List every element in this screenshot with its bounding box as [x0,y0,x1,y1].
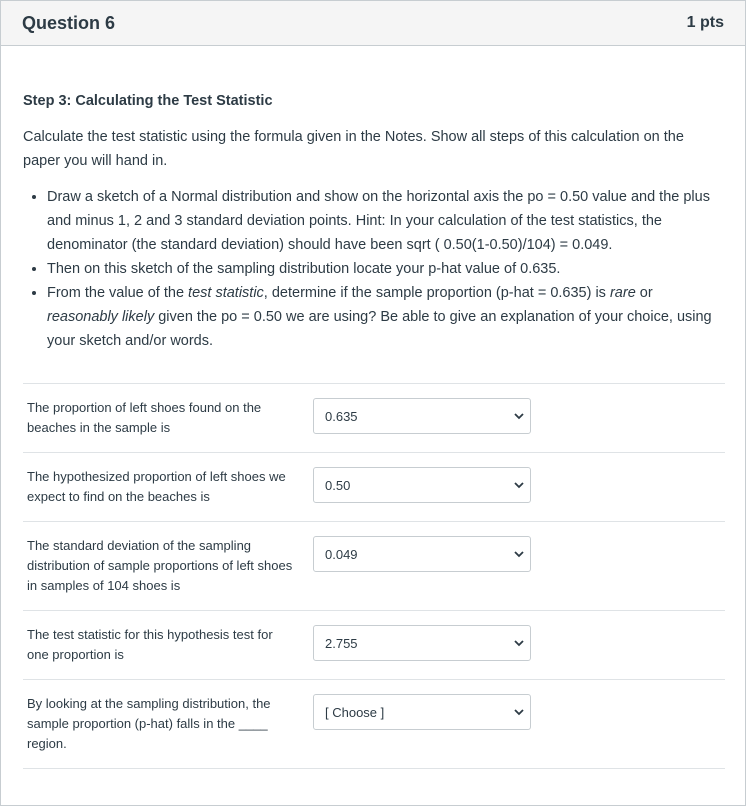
emphasis-text: reasonably likely [47,309,155,325]
text-fragment: or [635,285,653,301]
answer-row [23,680,725,769]
instruction-item [47,281,723,353]
answer-select[interactable] [313,398,531,434]
answer-label: The proportion of left shoes found on the beaches in the sample is [27,400,262,435]
answer-row [23,384,725,453]
instruction-list [23,185,723,353]
chevron-down-icon [508,694,530,730]
intro-text: Calculate the test statistic using the formula given in the Notes. Show all steps of this calculation on the paper you will hand in. [23,129,684,169]
text-fragment: given the po = 0.50 we are using? Be able to give an explanation of your choice, using your sketch and/or words. [47,309,712,349]
question-body [1,93,745,769]
question-points: 1 pts [686,14,724,31]
answer-select[interactable] [313,694,531,730]
instruction-item: • Then on this sketch of the sampling distribution locate your p-hat value of 0.635. [47,257,723,281]
answer-select[interactable] [313,536,531,572]
selected-value: 0.049 [325,546,358,562]
answer-row [23,611,725,680]
answer-row [23,522,725,611]
text-fragment: , determine if the sample proportion (p-hat = 0.635) is [263,285,610,301]
answer-row [23,453,725,522]
answer-table [23,383,725,769]
selected-value: [ Choose ] [325,704,385,720]
chevron-down-icon [508,398,530,434]
question-header [1,1,745,46]
selected-value: 0.50 [325,477,351,493]
chevron-down-icon [508,625,530,661]
emphasis-text: rare [609,285,636,301]
selected-value: 0.635 [325,408,358,424]
answer-label: The test statistic for this hypothesis test for one proportion is [27,627,273,662]
selected-value: 2.755 [325,635,358,651]
answer-label: The standard deviation of the sampling distribution of sample proportions of left shoes in samples of 104 shoes is [27,538,293,593]
text-fragment: From the value of the [47,285,189,301]
question-title: Question 6 [22,12,116,33]
answer-label: The hypothesized proportion of left shoes we expect to find on the beaches is [27,469,286,504]
chevron-down-icon [508,467,530,503]
answer-select[interactable] [313,625,531,661]
instruction-item: • Draw a sketch of a Normal distribution and show on the horizontal axis the po = 0.50 value and the plus and minus 1, 2 and 3 standard deviation points. Hint: In your calculation of the test statistics, the denominator (the standard deviation) should have been sqrt ( 0.50(1-0.50)/104) = 0.049. [47,185,723,257]
emphasis-text: test statistic [188,285,264,301]
chevron-down-icon [508,536,530,572]
answer-select[interactable] [313,467,531,503]
answer-label: By looking at the sampling distribution, the sample proportion (p-hat) falls in the ____ region. [27,696,271,751]
step-title: Step 3: Calculating the Test Statistic [23,93,273,109]
